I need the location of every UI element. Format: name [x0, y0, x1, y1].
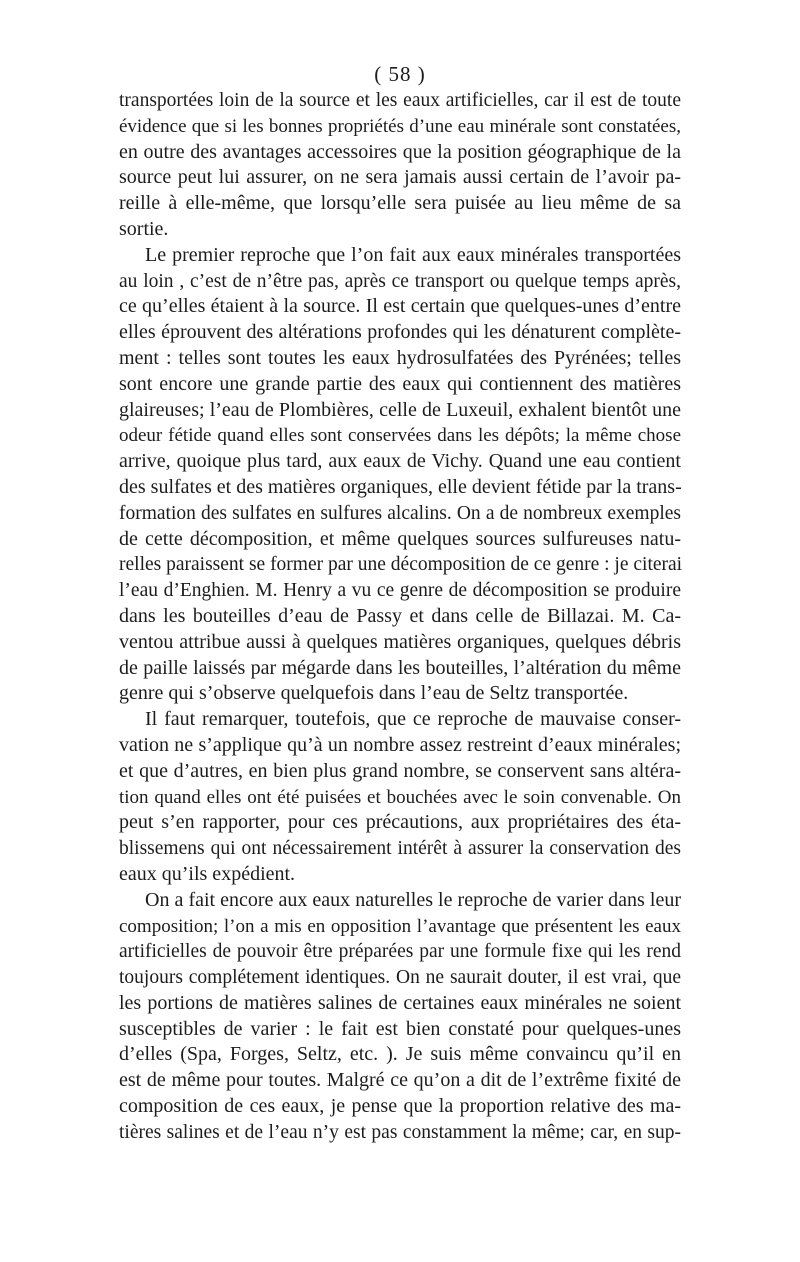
text-line: genre qui s’observe quelquefois dans l’eau de Seltz transportée.: [119, 682, 629, 705]
text-line: Il faut remarquer, toutefois, que ce reproche de mauvaise conser-: [145, 708, 681, 731]
text-line: peut s’en rapporter, pour ces précautions, aux propriétaires des éta-: [119, 811, 681, 834]
text-line: ventou attribue aussi à quelques matières organiques, quelques débris: [119, 630, 681, 653]
text-line: eaux qu’ils expédient.: [119, 862, 296, 885]
text-line: dans les bouteilles d’eau de Passy et dans celle de Billazai. M. Ca-: [119, 604, 681, 627]
text-line: Le premier reproche que l’on fait aux eaux minérales transportées: [145, 243, 681, 266]
text-line: arrive, quoique plus tard, aux eaux de Vichy. Quand une eau contient: [119, 450, 681, 473]
text-line: l’eau d’Enghien. M. Henry a vu ce genre de décomposition se produire: [119, 580, 681, 602]
text-line: odeur fétide quand elles sont conservées dans les dépôts; la même chose: [119, 425, 681, 447]
text-line: en outre des avantages accessoires que la position géographique de la: [119, 140, 681, 163]
text-line: de paille laissés par mégarde dans les bouteilles, l’altération du même: [119, 656, 681, 679]
text-line: blissemens qui ont nécessairement intérêt à assurer la conservation des: [119, 838, 681, 860]
text-line: tières salines et de l’eau n’y est pas constamment la même; car, en sup-: [119, 1121, 681, 1143]
text-line: et que d’autres, en bien plus grand nombre, se conservent sans altéra-: [119, 759, 681, 782]
text-line: elles éprouvent des altérations profondes qui les dénaturent complète-: [119, 321, 681, 344]
text-line: composition de ces eaux, je pense que la proportion relative des ma-: [119, 1095, 681, 1118]
text-line: On a fait encore aux eaux naturelles le reproche de varier dans leur: [145, 888, 681, 911]
page-number: ( 58 ): [374, 62, 426, 86]
text-line: au loin , c’est de n’être pas, après ce transport ou quelque temps après,: [119, 270, 681, 292]
text-line: relles paraissent se former par une décomposition de ce genre : je citerai: [119, 554, 683, 576]
text-line: formation des sulfates en sulfures alcalins. On a de nombreux exemples: [119, 502, 681, 524]
text-line: reille à elle-même, que lorsqu’elle sera puisée au lieu même de sa: [119, 192, 681, 215]
text-line: d’elles (Spa, Forges, Seltz, etc. ). Je suis même convaincu qu’il en: [119, 1043, 681, 1066]
text-line: glaireuses; l’eau de Plombières, celle de Luxeuil, exhalent bientôt une: [119, 398, 681, 421]
text-line: tion quand elles ont été puisées et bouchées avec le soin convenable. On: [119, 786, 681, 808]
text-line: sont encore une grande partie des eaux qui contiennent des matières: [119, 372, 681, 395]
text-line: est de même pour toutes. Malgré ce qu’on a dit de l’extrême fixité de: [119, 1069, 681, 1092]
text-line: vation ne s’applique qu’à un nombre assez restreint d’eaux minérales;: [119, 733, 681, 756]
body-text: [119, 88, 681, 1146]
text-line: composition; l’on a mis en opposition l’avantage que présentent les eaux: [119, 915, 681, 937]
text-line: source peut lui assurer, on ne sera jamais aussi certain de l’avoir pa-: [119, 166, 681, 189]
text-line: toujours complétement identiques. On ne saurait douter, il est vrai, que: [119, 967, 681, 989]
text-line: des sulfates et des matières organiques, elle devient fétide par la trans-: [119, 475, 682, 498]
text-line: transportées loin de la source et les eaux artificielles, car il est de toute: [119, 90, 681, 111]
text-line: évidence que si les bonnes propriétés d’une eau minérale sont constatées,: [119, 115, 681, 137]
text-line: susceptibles de varier : le fait est bien constaté pour quelques-unes: [119, 1017, 681, 1040]
text-line: sortie.: [119, 217, 169, 240]
text-line: de cette décomposition, et même quelques sources sulfureuses natu-: [119, 527, 681, 550]
text-line: les portions de matières salines de certaines eaux minérales ne soient: [119, 991, 681, 1014]
text-line: ce qu’elles étaient à la source. Il est certain que quelques-unes d’entre: [119, 295, 681, 318]
text-line: artificielles de pouvoir être préparées par une formule fixe qui les rend: [119, 941, 681, 963]
text-line: ment : telles sont toutes les eaux hydrosulfatées des Pyrénées; telles: [119, 346, 681, 369]
